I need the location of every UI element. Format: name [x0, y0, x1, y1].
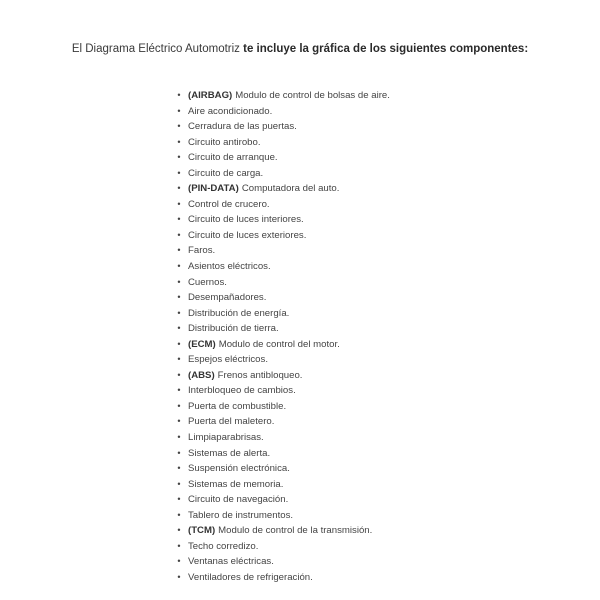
list-item: [176, 508, 390, 524]
list-item: [176, 352, 390, 368]
component-code: (PIN-DATA): [188, 183, 239, 195]
list-item: [176, 554, 390, 570]
list-item: [176, 290, 390, 306]
intro-normal-text: El Diagrama Eléctrico Automotriz: [71, 43, 240, 55]
component-label: Aire acondicionado.: [188, 105, 273, 117]
list-item: [176, 119, 390, 135]
bullet-icon: •: [177, 525, 181, 536]
component-label: Modulo de control del motor.: [218, 338, 340, 350]
component-label: Limpiaparabrisas.: [188, 432, 264, 444]
component-label: Suspensión electrónica.: [188, 463, 290, 475]
list-item: [176, 430, 390, 446]
component-label: Techo corredizo.: [188, 540, 259, 552]
bullet-icon: •: [177, 432, 181, 443]
list-item: [176, 414, 390, 430]
component-code: (AIRBAG): [188, 90, 233, 101]
list-item: [176, 166, 390, 182]
component-label: Sistemas de alerta.: [188, 447, 271, 459]
list-item: [176, 135, 390, 151]
list-item: [176, 243, 390, 259]
list-item: [176, 104, 390, 120]
list-item: [176, 383, 390, 399]
component-label: Distribución de tierra.: [188, 323, 279, 335]
bullet-icon: •: [177, 245, 181, 256]
bullet-icon: •: [177, 292, 181, 303]
bullet-icon: •: [177, 354, 181, 365]
list-item: [176, 446, 390, 462]
list-item: [176, 275, 390, 291]
bullet-icon: •: [177, 416, 181, 427]
bullet-icon: •: [177, 509, 181, 520]
list-item: [176, 523, 390, 539]
bullet-icon: •: [177, 167, 181, 178]
bullet-icon: •: [177, 400, 181, 411]
bullet-icon: •: [177, 447, 181, 458]
component-label: Circuito antirobo.: [188, 136, 261, 148]
intro-bold-text: te incluye la gráfica de los siguientes componentes:: [243, 43, 529, 55]
component-label: Circuito de carga.: [188, 167, 264, 179]
component-label: Ventiladores de refrigeración.: [188, 571, 313, 583]
component-code: (ABS): [188, 369, 215, 381]
component-label: Tablero de instrumentos.: [188, 509, 294, 521]
component-label: Circuito de luces interiores.: [188, 214, 304, 226]
list-item: [176, 368, 390, 384]
list-item: [176, 539, 390, 555]
list-item: [176, 181, 390, 197]
component-label: Cuernos.: [188, 276, 227, 288]
list-item: [176, 212, 390, 228]
bullet-icon: •: [177, 214, 181, 225]
component-label: Frenos antibloqueo.: [217, 369, 303, 381]
component-label: Circuito de arranque.: [188, 152, 278, 164]
component-label: Espejos eléctricos.: [188, 354, 268, 366]
bullet-icon: •: [177, 90, 181, 100]
list-item: [176, 88, 390, 104]
component-label: Distribución de energía.: [188, 307, 290, 319]
list-item: [176, 150, 390, 166]
component-label: Modulo de control de bolsas de aire.: [235, 90, 390, 101]
bullet-icon: •: [177, 338, 181, 349]
list-item: [176, 228, 390, 244]
bullet-icon: •: [177, 183, 181, 194]
bullet-icon: •: [177, 323, 181, 334]
bullet-icon: •: [177, 198, 181, 209]
component-label: Computadora del auto.: [241, 183, 340, 195]
bullet-icon: •: [177, 478, 181, 489]
bullet-icon: •: [177, 121, 181, 132]
component-label: Puerta del maletero.: [188, 416, 275, 428]
list-item: [176, 259, 390, 275]
component-label: Modulo de control de la transmisión.: [218, 525, 373, 537]
list-item: [176, 570, 390, 586]
component-label: Circuito de navegación.: [188, 494, 289, 506]
component-label: Desempañadores.: [188, 292, 267, 304]
intro-paragraph: [0, 41, 600, 58]
list-item: [176, 477, 390, 493]
list-item: [176, 337, 390, 353]
bullet-icon: •: [177, 571, 181, 582]
list-item: [176, 461, 390, 477]
bullet-icon: •: [177, 276, 181, 287]
bullet-icon: •: [177, 152, 181, 163]
component-code: (TCM): [188, 525, 216, 537]
bullet-icon: •: [177, 494, 181, 505]
bullet-icon: •: [177, 105, 181, 116]
list-item: [176, 306, 390, 322]
bullet-icon: •: [177, 229, 181, 240]
bullet-icon: •: [177, 369, 181, 380]
component-label: Control de crucero.: [188, 198, 270, 210]
bullet-icon: •: [177, 463, 181, 474]
bullet-icon: •: [177, 136, 181, 147]
bullet-icon: •: [177, 385, 181, 396]
component-label: Ventanas eléctricas.: [188, 556, 274, 568]
bullet-icon: •: [177, 556, 181, 567]
bullet-icon: •: [177, 261, 181, 272]
component-code: (ECM): [188, 338, 216, 350]
component-label: Asientos eléctricos.: [188, 261, 271, 273]
list-item: [176, 399, 390, 415]
list-item: [176, 321, 390, 337]
list-item: [176, 492, 390, 508]
component-label: Circuito de luces exteriores.: [188, 229, 307, 241]
component-label: Interbloqueo de cambios.: [188, 385, 296, 397]
component-label: Cerradura de las puertas.: [188, 121, 297, 133]
component-label: Faros.: [188, 245, 216, 257]
list-item: [176, 197, 390, 213]
bullet-icon: •: [177, 307, 181, 318]
bullet-icon: •: [177, 540, 181, 551]
component-list: [176, 88, 390, 586]
component-label: Puerta de combustible.: [188, 400, 287, 412]
component-label: Sistemas de memoria.: [188, 478, 284, 490]
